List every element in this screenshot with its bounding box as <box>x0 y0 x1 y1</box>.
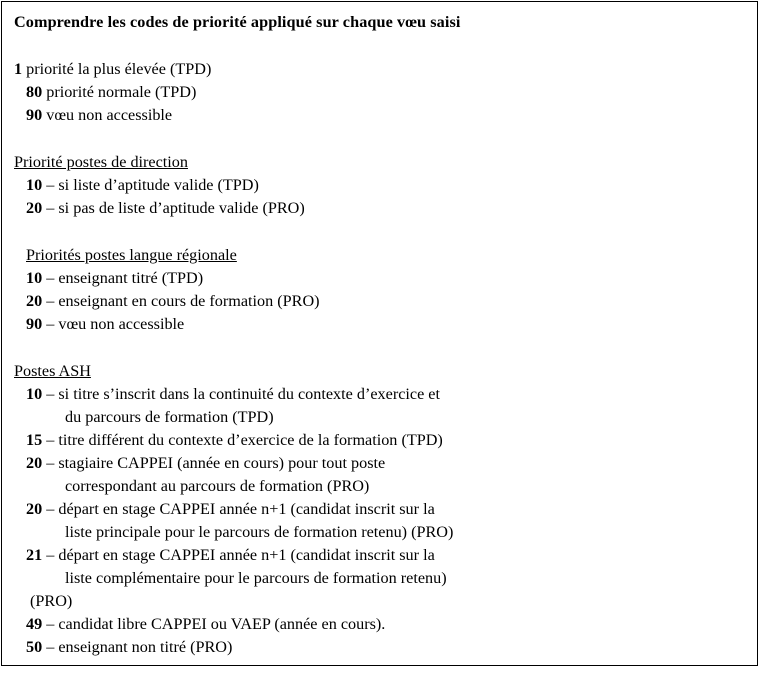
priority-code: 80 <box>26 83 43 101</box>
ash-item <box>14 452 749 475</box>
priority-text: – si liste d’aptitude valide (TPD) <box>42 176 259 194</box>
priority-code: 50 <box>26 638 43 656</box>
priority-text: – titre différent du contexte d’exercice de la formation (TPD) <box>42 431 443 449</box>
priority-code: 10 <box>26 176 43 194</box>
spacer <box>14 336 749 360</box>
priority-text: vœu non accessible <box>42 106 173 124</box>
priority-text: – candidat libre CAPPEI ou VAEP (année en cours). <box>42 615 386 633</box>
spacer <box>14 220 749 244</box>
priority-text: – enseignant en cours de formation (PRO) <box>42 292 320 310</box>
direction-item <box>14 197 749 220</box>
langue-item <box>14 313 749 336</box>
page-title: Comprendre les codes de priorité appliqué sur chaque vœu saisi <box>14 13 461 31</box>
general-item-80 <box>14 81 749 104</box>
ash-item-continuation: liste complémentaire pour le parcours de formation retenu) <box>65 569 447 587</box>
priority-code: 90 <box>26 315 43 333</box>
ash-item <box>14 498 749 521</box>
priority-code: 20 <box>26 199 43 217</box>
priority-code: 10 <box>26 385 43 403</box>
ash-item <box>14 383 749 406</box>
ash-item-continuation: (PRO) <box>30 592 73 610</box>
priority-code: 49 <box>26 615 43 633</box>
section-heading-direction: Priorité postes de direction <box>14 153 188 171</box>
priority-code: 20 <box>26 292 43 310</box>
priority-code: 1 <box>14 60 23 78</box>
info-box <box>1 1 758 666</box>
priority-text: – vœu non accessible <box>42 315 185 333</box>
section-heading-ash: Postes ASH <box>14 362 91 380</box>
priority-text: priorité normale (TPD) <box>42 83 197 101</box>
priority-code: 21 <box>26 546 43 564</box>
priority-code: 20 <box>26 454 43 472</box>
langue-item <box>14 290 749 313</box>
priority-code: 90 <box>26 106 43 124</box>
ash-item-continuation: liste principale pour le parcours de formation retenu) (PRO) <box>65 523 454 541</box>
spacer <box>14 34 749 58</box>
ash-item-continuation: du parcours de formation (TPD) <box>65 408 274 426</box>
spacer <box>14 127 749 151</box>
priority-text: – enseignant titré (TPD) <box>42 269 204 287</box>
ash-item <box>14 636 749 659</box>
priority-text: – si pas de liste d’aptitude valide (PRO) <box>42 199 305 217</box>
ash-item <box>14 429 749 452</box>
priority-text: – si titre s’inscrit dans la continuité du contexte d’exercice et <box>42 385 440 403</box>
general-item-1 <box>14 58 749 81</box>
ash-item <box>14 544 749 567</box>
general-item-90 <box>14 104 749 127</box>
ash-item-continuation: correspondant au parcours de formation (PRO) <box>65 477 370 495</box>
priority-code: 10 <box>26 269 43 287</box>
priority-text: – départ en stage CAPPEI année n+1 (candidat inscrit sur la <box>42 500 435 518</box>
priority-text: priorité la plus élevée (TPD) <box>22 60 212 78</box>
ash-item <box>14 613 749 636</box>
langue-item <box>14 267 749 290</box>
direction-item <box>14 174 749 197</box>
priority-code: 15 <box>26 431 43 449</box>
priority-text: – stagiaire CAPPEI (année en cours) pour tout poste <box>42 454 386 472</box>
info-content <box>14 11 749 659</box>
priority-text: – enseignant non titré (PRO) <box>42 638 233 656</box>
priority-text: – départ en stage CAPPEI année n+1 (candidat inscrit sur la <box>42 546 435 564</box>
section-heading-langue: Priorités postes langue régionale <box>26 246 237 264</box>
priority-code: 20 <box>26 500 43 518</box>
